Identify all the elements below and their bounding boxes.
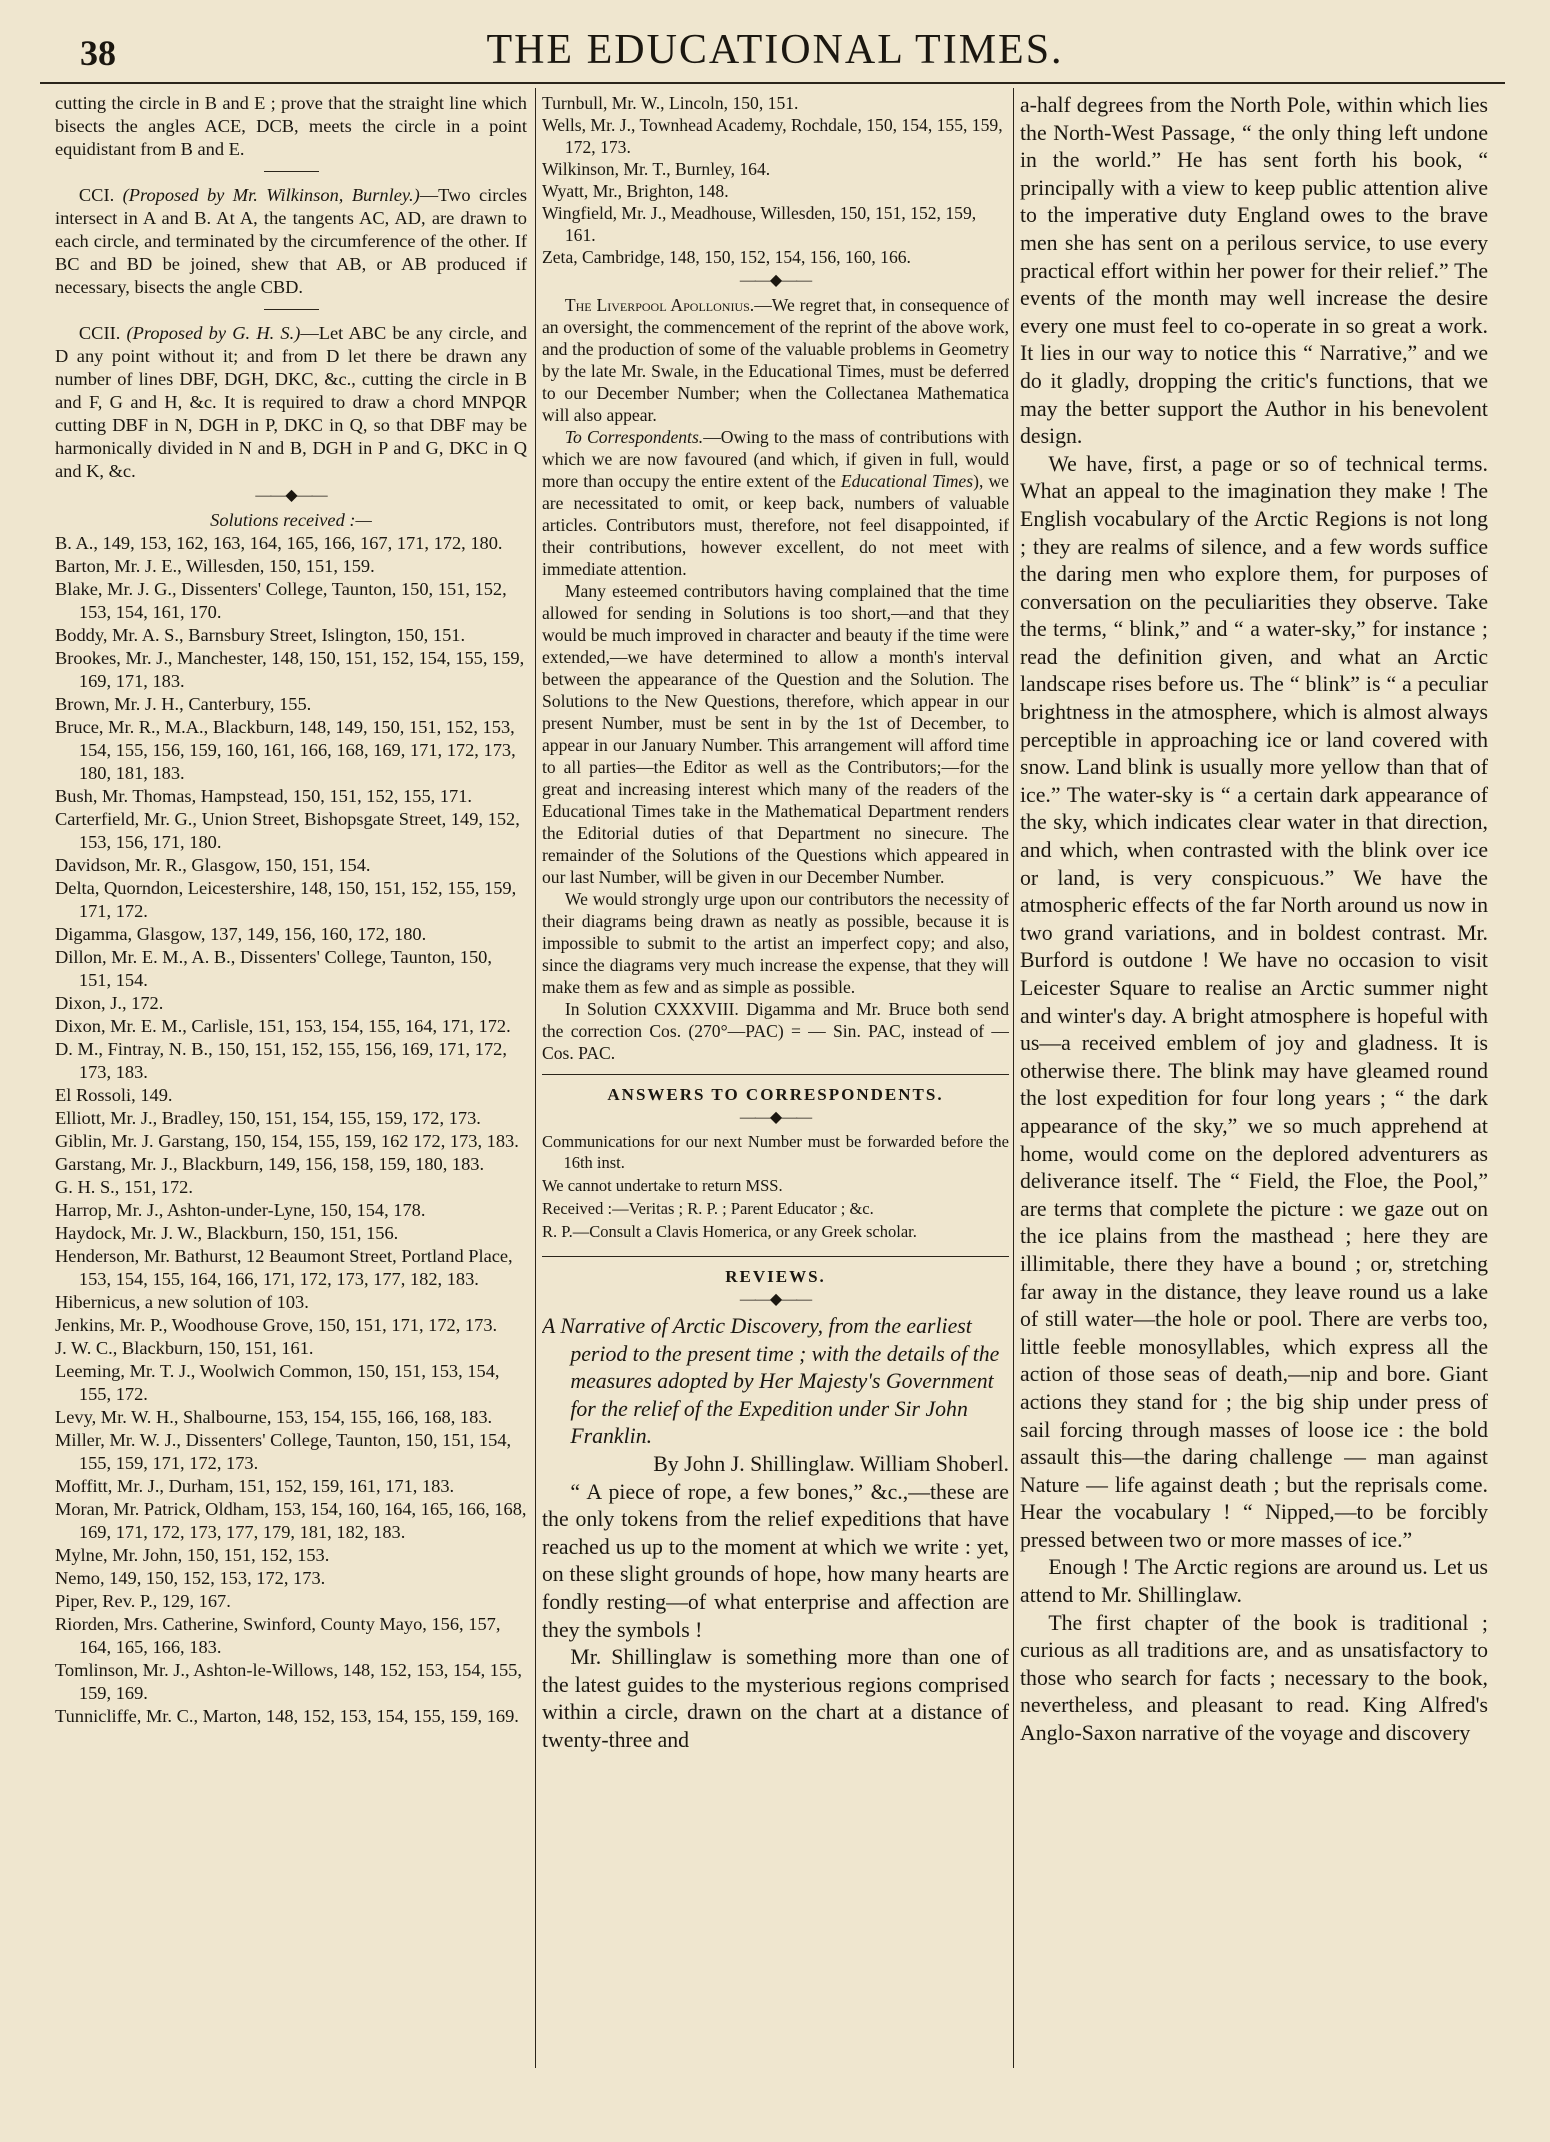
solution-entry xyxy=(55,1337,527,1360)
solution-entry xyxy=(55,785,527,808)
solution-contributor: Carterfield, xyxy=(55,809,144,829)
solution-contributor: G. H. S., xyxy=(55,1177,124,1197)
review-book-title: A Narrative of Arctic Discovery, from the earliest period to the present time ; with the details of the measures adopted by Her Majesty's Government for the relief of the Expedition under Sir John Franklin. xyxy=(542,1314,1000,1449)
correspondents-notice xyxy=(542,426,1009,580)
solution-entry xyxy=(55,1705,527,1728)
solution-entry xyxy=(55,1222,527,1245)
solution-details: Mr. J. E., Willesden, 150, 151, 159. xyxy=(114,556,375,576)
solution-entry xyxy=(55,854,527,877)
solution-contributor: Garstang, xyxy=(55,1154,131,1174)
solution-entry xyxy=(55,716,527,785)
page-header xyxy=(40,26,1510,78)
solution-contributor: Hibernicus, xyxy=(55,1292,145,1312)
solution-contributor: Bruce, xyxy=(55,717,109,737)
problem-cci-proposer: (Proposed by Mr. Wilkinson, Burnley.) xyxy=(122,185,420,205)
review-byline: By John J. Shillinglaw. William Shoberl. xyxy=(653,1451,1009,1476)
solution-details: Quorndon, Leicestershire, 148, 150, 151, 152, 155, 159, 171, 172. xyxy=(78,878,517,921)
diagrams-notice: We would strongly urge upon our contributors the necessity of their diagrams being drawn as neatly as possible, because it is impossible to submit to the artist an imperfect copy; and also, since the diagrams very much increase the expense, that they will make them as few and as simple as possible. xyxy=(542,889,1009,997)
solution-details: 151, 172. xyxy=(123,1177,193,1197)
solutions-list-continued xyxy=(542,92,1009,268)
solution-details: Mr. J., Manchester, 148, 150, 151, 152, 154, 155, 159, 169, 171, 183. xyxy=(78,648,525,691)
solution-contributor: Dillon, xyxy=(55,947,112,967)
solution-details: Mr. J., Blackburn, 149, 156, 158, 159, 180, 183. xyxy=(130,1154,485,1174)
ornament-divider: ——◆—— xyxy=(255,487,327,504)
solution-details: 149, 150, 152, 153, 172, 173. xyxy=(109,1568,326,1588)
solution-entry: Wyatt, Mr., Brighton, 148. xyxy=(542,181,729,201)
solution-details: Mr. A. S., Barnsbury Street, Islington, 150, 151. xyxy=(112,625,466,645)
solution-entry xyxy=(55,1567,527,1590)
problem-continuation: cutting the circle in B and E ; prove that the straight line which bisects the angles ACE, DCB, meets the circle in a point equidistant from B and E. xyxy=(55,93,527,159)
solution-details: Mr. C., Marton, 148, 152, 153, 154, 155, 159, 169. xyxy=(145,1706,519,1726)
solution-details: Fintray, N. B., 150, 151, 152, 155, 156, 169, 171, 172, 173, 183. xyxy=(78,1039,507,1082)
reviews-heading: REVIEWS. xyxy=(725,1267,826,1286)
solution-contributor: Jenkins, xyxy=(55,1315,120,1335)
separator-rule xyxy=(264,309,319,310)
review-paragraph-3: a-half degrees from the North Pole, within which lies the North-West Passage, “ the only thing left undone in the world.” He has sent forth his book, “ principally with a view to keep public attention alive to the imperative duty England owes to the brave men she has sent on a perilous service, to use every practical effort within her power for their relief.” The events of the month may well increase the desire every one must feel to co-operate in so great a work. It lies in our way to notice this “ Narrative,” and we do it gladly, dropping the critic's functions, that we may the better support the Author in his benevolent design. xyxy=(1020,93,1488,449)
solution-contributor: Harrop, xyxy=(55,1200,117,1220)
solution-entry xyxy=(55,1199,527,1222)
page-number: 38 xyxy=(80,33,116,73)
solution-details: Mr. John, 150, 151, 152, 153. xyxy=(112,1545,330,1565)
solution-details: Mr. J., Ashton-under-Lyne, 150, 154, 178. xyxy=(116,1200,426,1220)
solution-contributor: Miller, xyxy=(55,1430,110,1450)
solution-details: Mr. J. H., Canterbury, 155. xyxy=(114,694,312,714)
solution-details: Mr. J., Durham, 151, 152, 159, 161, 171, 183. xyxy=(117,1476,455,1496)
answer-item: We cannot undertake to return MSS. xyxy=(542,1176,783,1195)
answer-item: Communications for our next Number must be forwarded before the 16th inst. xyxy=(542,1132,1009,1172)
answers-heading: ANSWERS TO CORRESPONDENTS. xyxy=(607,1085,944,1104)
solution-entry xyxy=(55,532,527,555)
column-divider-2 xyxy=(1013,88,1014,2068)
solution-contributor: J. W. C., xyxy=(55,1338,122,1358)
solution-contributor: Delta, xyxy=(55,878,105,898)
solution-details: Mr. R., M.A., Blackburn, 148, 149, 150, 151, 152, 153, 154, 155, 156, 159, 160, 161, 166, 168, 169, 171, 172, 173, 180, 181, 183. xyxy=(78,717,516,783)
solution-entry xyxy=(55,1360,527,1406)
solution-details: Mr. R., Glasgow, 150, 151, 154. xyxy=(134,855,371,875)
solution-contributor: D. M., xyxy=(55,1039,108,1059)
solution-entry: Zeta, Cambridge, 148, 150, 152, 154, 156, 160, 166. xyxy=(542,247,911,267)
solution-entry xyxy=(55,578,527,624)
answers-list xyxy=(542,1131,1009,1242)
solution-details: 149, 153, 162, 163, 164, 165, 166, 167, 171, 172, 180. xyxy=(102,533,503,553)
solution-details: Mr. W. H., Shalbourne, 153, 154, 155, 166, 168, 183. xyxy=(100,1407,493,1427)
solution-contributor: B. A., xyxy=(55,533,103,553)
column-3 xyxy=(1020,92,1488,2102)
solution-contributor: Davidson, xyxy=(55,855,135,875)
separator-rule xyxy=(264,171,319,172)
solution-contributor: Elliott, xyxy=(55,1108,111,1128)
solution-contributor: Tomlinson, xyxy=(55,1660,143,1680)
column-divider-1 xyxy=(535,88,536,2068)
solution-entry xyxy=(55,992,527,1015)
header-rule xyxy=(40,82,1505,84)
solution-entry: Wingfield, Mr. J., Meadhouse, Willesden, 150, 151, 152, 159, 161. xyxy=(542,203,977,245)
solution-entry xyxy=(55,1659,527,1705)
solution-details: Mr. T. J., Woolwich Common, 150, 151, 153, 154, 155, 172. xyxy=(78,1361,500,1404)
column-1 xyxy=(55,92,527,2102)
solution-entry xyxy=(55,647,527,693)
solution-contributor: Leeming, xyxy=(55,1361,130,1381)
solution-contributor: Moran, xyxy=(55,1499,114,1519)
solution-details: Mr. P., Woodhouse Grove, 150, 151, 171, 172, 173. xyxy=(119,1315,498,1335)
solution-details: Mr. W. J., Dissenters' College, Taunton, 150, 151, 154, 155, 159, 171, 172, 173. xyxy=(78,1430,512,1473)
solution-contributor: Riorden, xyxy=(55,1614,124,1634)
ornament-divider: ——◆—— xyxy=(739,1291,812,1308)
correspondents-text-a: —Owing to the mass of contributions with which we are now favoured (and which, if given in full, would more than occupy the entire extent of the xyxy=(542,427,1009,491)
review-paragraph-5: Enough ! The Arctic regions are around us. Let us attend to Mr. Shillinglaw. xyxy=(1020,1555,1488,1608)
review-paragraph-6: The first chapter of the book is traditional ; curious as all traditions are, and as unsatisfactory to those who search for facts ; necessary to the book, nevertheless, and pleasant to read. King Alfred's Anglo-Saxon narrative of the voyage and discovery xyxy=(1020,1610,1488,1746)
solution-details: J., 172. xyxy=(110,993,164,1013)
answer-item: R. P.—Consult a Clavis Homerica, or any Greek scholar. xyxy=(542,1222,917,1241)
apollonius-label: The Liverpool Apollonius. xyxy=(564,295,755,315)
review-paragraph-4: We have, first, a page or so of technical terms. What an appeal to the imagination they make ! The English vocabulary of the Arctic Regions is not long ; they are realms of silence, and a few words suffice the daring men who explore them, for purposes of conversation on the peculiarities they observe. Take the terms, “ blink,” and “ a water-sky,” for instance ; read the definition given, and what an Arctic landscape rises before us. The “ blink” is “ a peculiar brightness in the atmosphere, which is almost always perceptible in approaching ice or land covered with snow. Land blink is usually more yellow than that of ice.” The water-sky is “ a certain dark appearance of the sky, which indicates clear water in that direction, and which, when contrasted with the blink over ice or land, is very conspicuous.” We have the atmospheric effects of the far North around us now in two grand variations, and in boldest contrast. Mr. Burford is outdone ! We have no occasion to visit Leicester Square to realise an Arctic summer night and winter's day. A bright atmosphere is hopeful with us—a received emblem of joy and gladness. It is otherwise there. The blink may have gleamed round the lost expedition for four long years ; “ the dark appearance of the sky,” we so much apprehend at home, would come on the deplored adventurers as deliverance itself. The “ Field, the Floe, the Pool,” are terms that complete the picture : we gaze out on the ice plains from the masthead ; here they are illimitable, there they have a bound ; or, stretching far away in the distance, they leave round us a lake of still water—the hole or pool. There are verbs too, little feeble monosyllables, which express all the action of those seas of death,—nip and bore. Giant actions they stand for ; the big ship under press of sail forcing through masses of loose ice : the bold assault this—the daring challenge — man against Nature — life against death ; but the reprisals come. Hear the vocabulary ! “ Nipped,—to be forcibly pressed between two or more masses of ice.” xyxy=(1020,451,1488,1552)
section-rule xyxy=(542,1074,1009,1075)
solution-contributor: Brookes, xyxy=(55,648,126,668)
solutions-heading: Solutions received :— xyxy=(210,510,372,530)
solution-entry: Wilkinson, Mr. T., Burnley, 164. xyxy=(542,159,771,179)
solution-entry xyxy=(55,1153,527,1176)
problem-cci xyxy=(55,184,527,299)
ornament-divider: ——◆—— xyxy=(739,1109,812,1126)
section-rule xyxy=(542,1256,1009,1257)
solution-contributor: Barton, xyxy=(55,556,115,576)
solution-details: Mr. J. G., Dissenters' College, Taunton, 150, 151, 152, 153, 154, 161, 170. xyxy=(78,579,507,622)
solution-entry xyxy=(55,923,527,946)
solution-contributor: Tunnicliffe, xyxy=(55,1706,146,1726)
solution-contributor: Bush, xyxy=(55,786,103,806)
solution-entry xyxy=(55,877,527,923)
solution-entry: Wells, Mr. J., Townhead Academy, Rochdale, 150, 154, 155, 159, 172, 173. xyxy=(542,115,1003,157)
problem-cci-text: —Two circles intersect in A and B. At A, the tangents AC, AD, are drawn to each circle, and terminated by the circumference of the other. If BC and BD be joined, shew that AB, or AB produced if necessary, bisects the angle CBD. xyxy=(55,185,527,297)
solution-details: Blackburn, 150, 151, 161. xyxy=(121,1338,314,1358)
solution-entry xyxy=(55,1130,527,1153)
solutions-interval-notice: Many esteemed contributors having complained that the time allowed for sending in Solutions is too short,—and that they would be much improved in character and beauty if the time were extended,—we have determined to allow a month's interval between the appearance of the Question and the Solution. The Solutions to the New Questions, therefore, which appear in our present Number, must be sent in by the 1st of December, to appear in our January Number. This arrangement will afford time to all parties—the Editor as well as the Contributors;—for the great and increasing interest which many of the readers of the Educational Times take in the Mathematical Department renders the Editorial duties of that Department no sinecure. The remainder of the Solutions of the Questions which appeared in our last Number, will be given in our December Number. xyxy=(542,581,1009,887)
solution-details: Mr. J. Garstang, 150, 154, 155, 159, 162 172, 173, 183. xyxy=(111,1131,519,1151)
solution-entry xyxy=(55,1107,527,1130)
problem-ccii-number: CCII. xyxy=(78,323,121,343)
solution-details: Mr. J., Bradley, 150, 151, 154, 155, 159, 172, 173. xyxy=(110,1108,481,1128)
solution-entry xyxy=(55,693,527,716)
problem-ccii xyxy=(55,322,527,483)
correspondents-label: To Correspondents. xyxy=(564,427,704,447)
solution-details: Glasgow, 137, 149, 156, 160, 172, 180. xyxy=(136,924,427,944)
masthead-title: THE EDUCATIONAL TIMES. xyxy=(486,27,1064,73)
solution-details: Mr. E. M., Carlisle, 151, 153, 154, 155, 164, 171, 172. xyxy=(110,1016,511,1036)
review-paragraph-2: Mr. Shillinglaw is something more than one of the latest guides to the mysterious regions comprised within a circle, drawn on the chart at a distance of twenty-three and xyxy=(542,1645,1009,1752)
solution-entry xyxy=(55,1429,527,1475)
solution-contributor: Dixon, xyxy=(55,993,111,1013)
solution-entry xyxy=(55,1038,527,1084)
solution-entry xyxy=(55,1613,527,1659)
solution-details: Mr. Thomas, Hampstead, 150, 151, 152, 155, 171. xyxy=(102,786,473,806)
solution-contributor: Levy, xyxy=(55,1407,101,1427)
solution-contributor: Blake, xyxy=(55,579,108,599)
solution-details: 149. xyxy=(140,1085,173,1105)
solution-contributor: Nemo, xyxy=(55,1568,110,1588)
solution-entry xyxy=(55,624,527,647)
review-paragraph-1: “ A piece of rope, a few bones,” &c.,—these are the only tokens from the relief expeditions that have reached us up to the moment at which we write : yet, on these slight grounds of hope, how many hearts are fondly resting—of what enterprise and affection are they the symbols ! xyxy=(542,1479,1009,1642)
solution-contributor: Henderson, xyxy=(55,1246,144,1266)
solution-contributor: Giblin, xyxy=(55,1131,112,1151)
solution-entry xyxy=(55,1590,527,1613)
solution-details: Rev. P., 129, 167. xyxy=(102,1591,231,1611)
problem-ccii-proposer: (Proposed by G. H. S.) xyxy=(126,323,301,343)
solution-contributor: Brown, xyxy=(55,694,115,714)
solution-contributor: Mylne, xyxy=(55,1545,113,1565)
solution-entry xyxy=(55,1544,527,1567)
solution-details: Mr. E. M., A. B., Dissenters' College, Taunton, 150, 151, 154. xyxy=(78,947,492,990)
solution-entry xyxy=(55,1084,527,1107)
solution-details: Mr. G., Union Street, Bishopsgate Street, 149, 152, 153, 156, 171, 180. xyxy=(78,809,520,852)
solution-entry xyxy=(55,555,527,578)
problem-cci-number: CCI. xyxy=(78,185,115,205)
correspondents-text-b: ), we are necessitated to omit, or keep back, numbers of valuable articles. Contributors must, therefore, not feel disappointed, if their contributions, however excellent, do not meet with immediate attention. xyxy=(542,471,1009,579)
correspondents-italic: Educational Times xyxy=(840,471,974,491)
solution-correction: In Solution CXXXVIII. Digamma and Mr. Bruce both send the correction Cos. (270°—PAC) = — Sin. PAC, instead of —Cos. PAC. xyxy=(542,999,1009,1063)
solution-contributor: Boddy, xyxy=(55,625,113,645)
solution-details: Mr. J., Ashton-le-Willows, 148, 152, 153, 154, 155, 159, 169. xyxy=(78,1660,522,1703)
solution-contributor: Digamma, xyxy=(55,924,137,944)
solution-entry xyxy=(55,1498,527,1544)
solution-contributor: Haydock, xyxy=(55,1223,131,1243)
apollonius-notice xyxy=(542,294,1009,426)
problem-ccii-text: —Let ABC be any circle, and D any point without it; and from D let there be drawn any number of lines DBF, DGH, DKC, &c., cutting the circle in B and F, G and H, &c. It is required to draw a chord MNPQR cutting DBF in N, DGH in P, DKC in Q, so that DBF may be harmonically divided in N and B, DGH in P and G, DKC in Q and K, &c. xyxy=(55,323,527,481)
solution-entry xyxy=(55,1314,527,1337)
solution-details: Mr. Patrick, Oldham, 153, 154, 160, 164, 165, 166, 168, 169, 171, 172, 173, 177, 179, 181, 182, 183. xyxy=(78,1499,527,1542)
solution-details: Mr. J. W., Blackburn, 150, 151, 156. xyxy=(130,1223,399,1243)
solution-details: a new solution of 103. xyxy=(144,1292,309,1312)
solution-details: Mrs. Catherine, Swinford, County Mayo, 156, 157, 164, 165, 166, 183. xyxy=(78,1614,501,1657)
solution-contributor: Piper, xyxy=(55,1591,103,1611)
solution-entry: Turnbull, Mr. W., Lincoln, 150, 151. xyxy=(542,93,799,113)
solution-entry xyxy=(55,808,527,854)
column-2 xyxy=(542,92,1009,2102)
solutions-list xyxy=(55,532,527,1728)
solution-contributor: El Rossoli, xyxy=(55,1085,141,1105)
solution-entry xyxy=(55,1015,527,1038)
solution-entry xyxy=(55,1245,527,1291)
solution-contributor: Dixon, xyxy=(55,1016,111,1036)
solution-entry xyxy=(55,1406,527,1429)
ornament-divider: ——◆—— xyxy=(739,272,812,289)
solution-entry xyxy=(55,1475,527,1498)
solution-contributor: Moffitt, xyxy=(55,1476,117,1496)
solution-entry xyxy=(55,1291,527,1314)
solution-entry xyxy=(55,1176,527,1199)
solution-entry xyxy=(55,946,527,992)
apollonius-text: —We regret that, in consequence of an oversight, the commencement of the reprint of the above work, and the production of some of the valuable problems in Geometry by the late Mr. Swale, in the Educational Times, must be deferred to our December Number; when the Collectanea Mathematica will also appear. xyxy=(542,295,1009,425)
answer-item: Received :—Veritas ; R. P. ; Parent Educator ; &c. xyxy=(542,1199,874,1218)
solution-details: Mr. Bathurst, 12 Beaumont Street, Portland Place, 153, 154, 155, 164, 166, 171, 172, 173, 177, 182, 183. xyxy=(78,1246,513,1289)
